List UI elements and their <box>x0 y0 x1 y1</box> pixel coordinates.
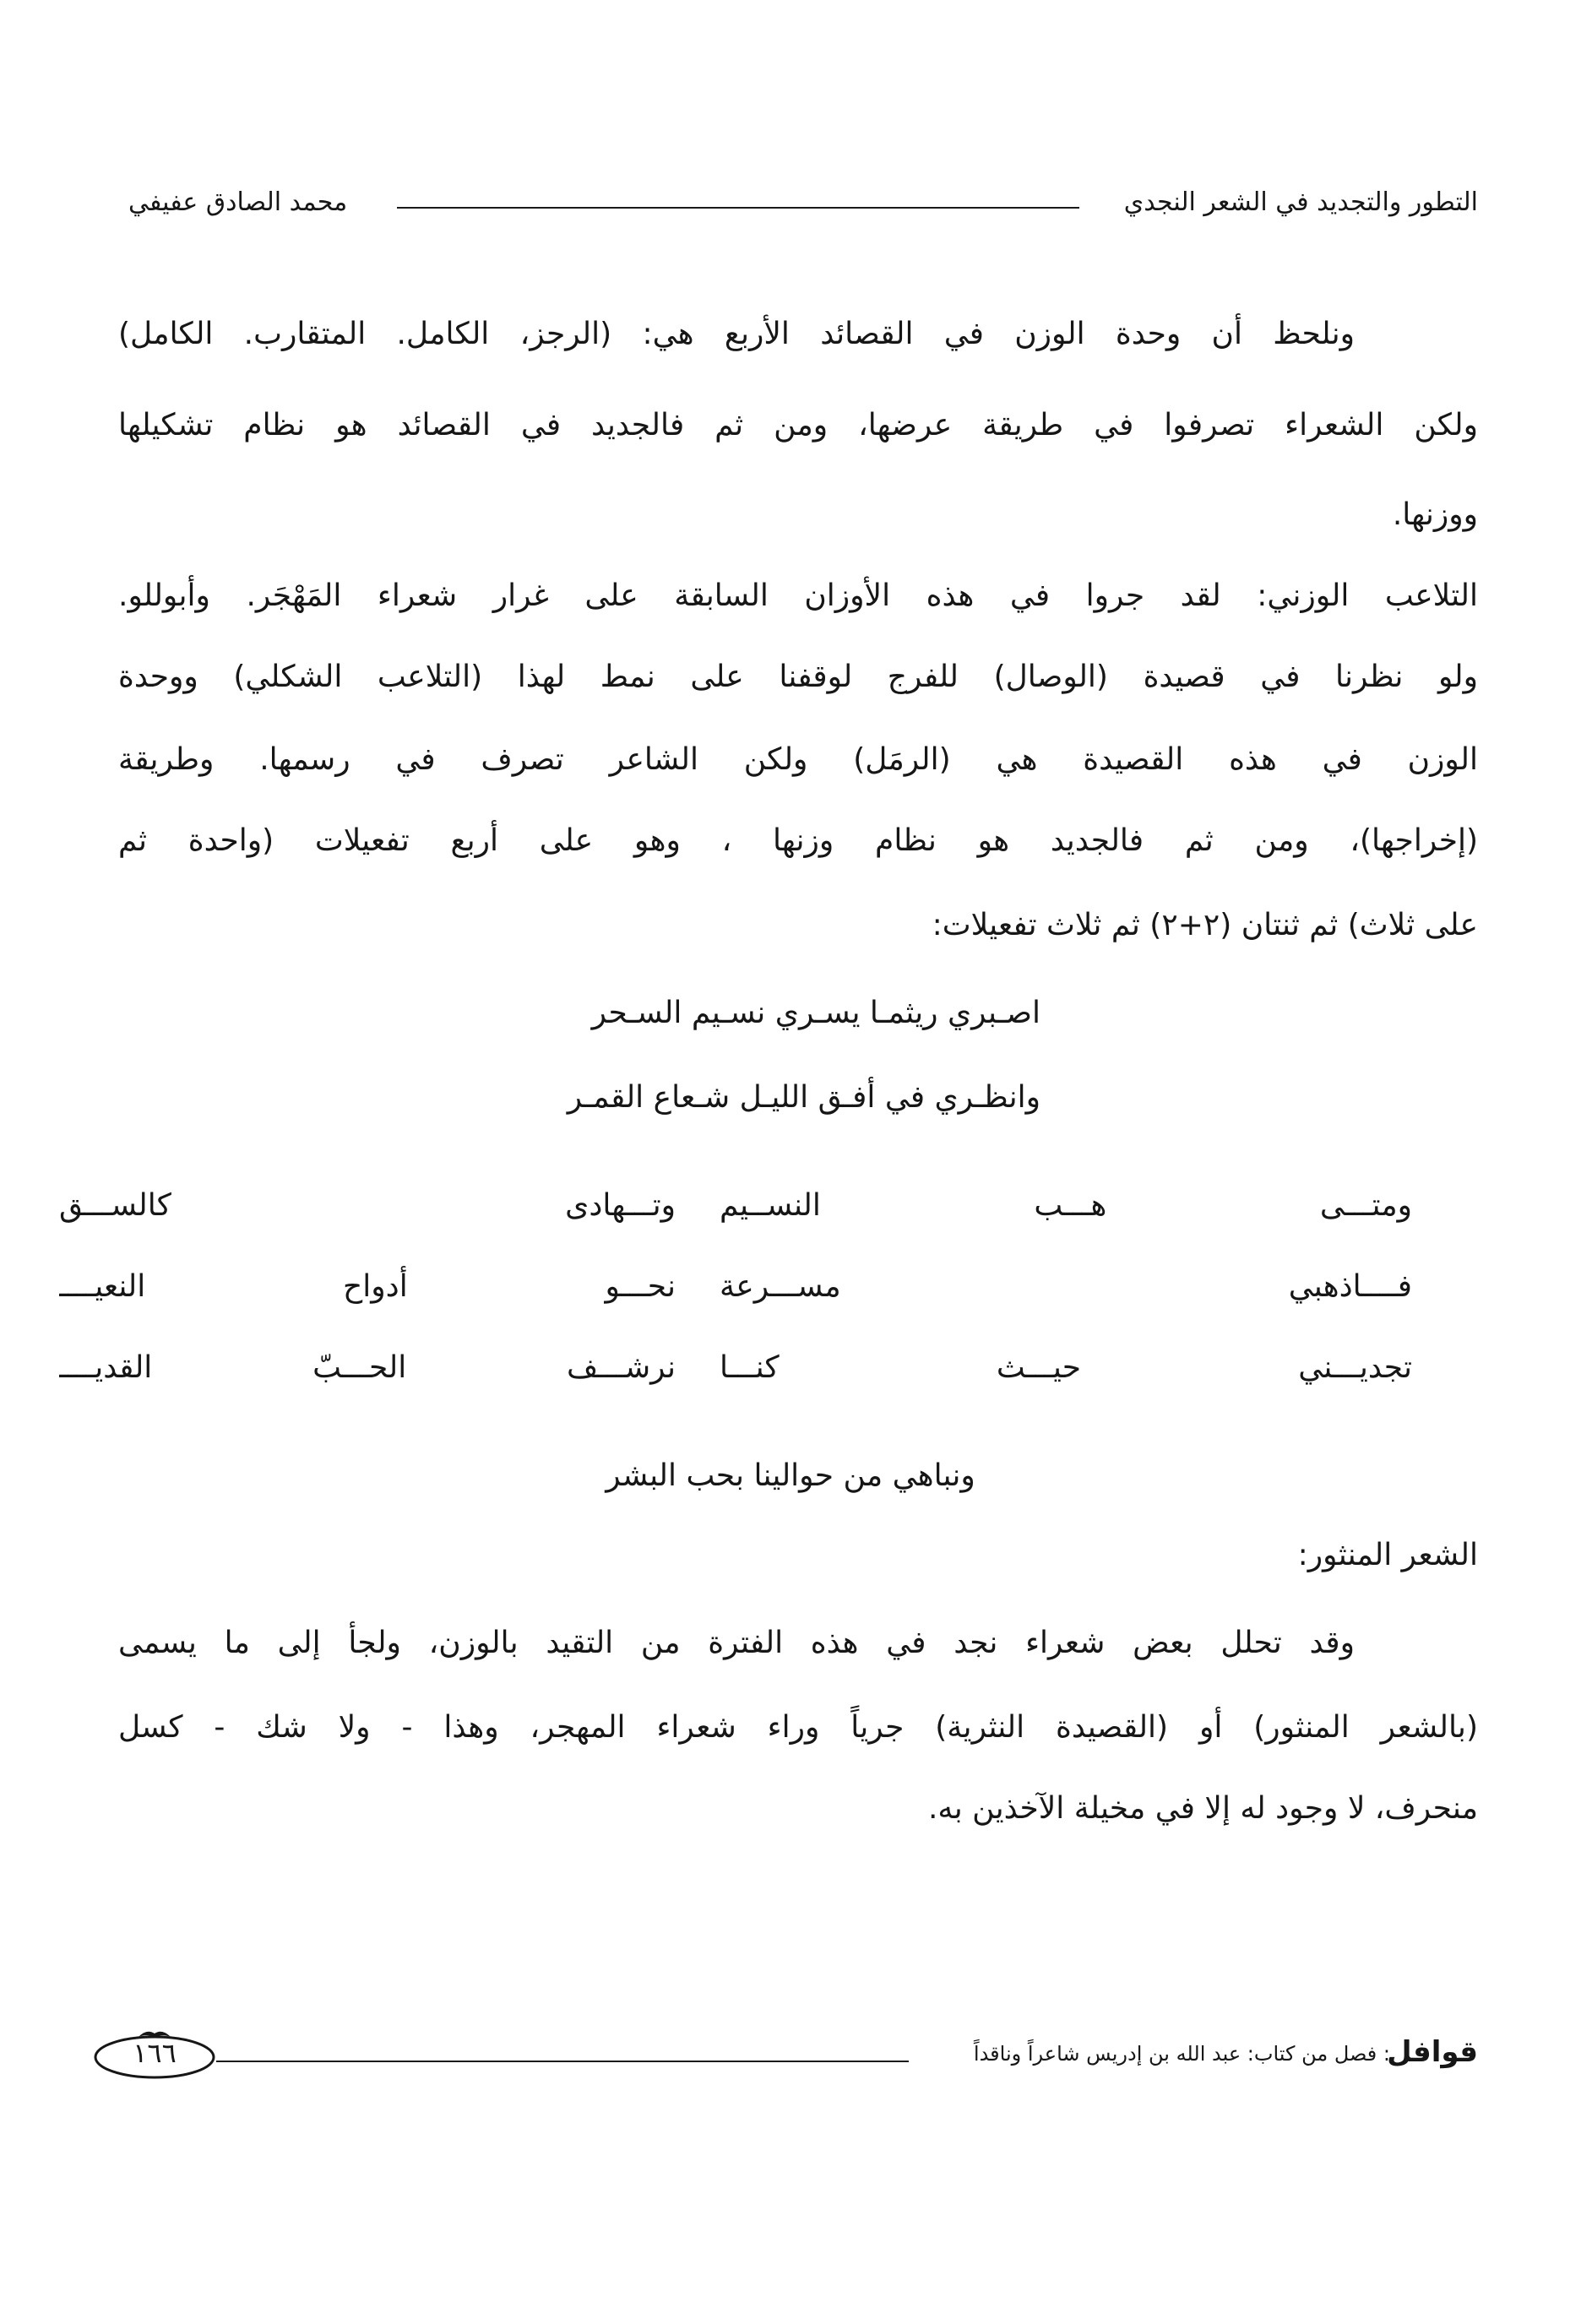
stanza-left-hemistich: وتـــهادى كالســـق <box>59 1188 676 1223</box>
body-line: على ثلاث) ثم ثنتان (٢+٢) ثم ثلاث تفعيلات: <box>932 908 1478 942</box>
section-heading: الشعر المنثور: <box>1297 1538 1478 1572</box>
running-header-title: التطور والتجديد في الشعر النجدي <box>1123 187 1478 217</box>
footer-subtitle: : فصل من كتاب: عبد الله بن إدريس شاعراً وناقداً <box>973 2042 1390 2066</box>
body-line: (بالشعر المنثور) أو (القصيدة النثرية) جرياً وراء شعراء المهجر، وهذا - ولا شك - كسل <box>118 1710 1478 1745</box>
body-line: ووزنها. <box>1392 497 1478 532</box>
body-line: ونلحظ أن وحدة الوزن في القصائد الأربع هي: (الرجز، الكامل. المتقارب. الكامل) <box>118 317 1355 351</box>
stanza-right-hemistich: تجديـــني حيـــث كنـــا <box>720 1350 1412 1385</box>
running-header-author: محمد الصادق عفيفي <box>128 187 348 217</box>
verse-line: اصـبري ريثمـا يسـري نسـيم السـحر <box>591 996 1040 1030</box>
footer-rule <box>216 2061 909 2062</box>
verse-line: وانظـري في أفـق الليـل شـعاع القمـر <box>567 1080 1040 1115</box>
body-line: منحرف، لا وجود له إلا في مخيلة الآخذين به. <box>927 1791 1478 1826</box>
body-line: ولو نظرنا في قصيدة (الوصال) للفرج لوقفنا على نمط لهذا (التلاعب الشكلي) ووحدة <box>118 660 1478 694</box>
body-line: وقد تحلل بعض شعراء نجد في هذه الفترة من التقيد بالوزن، ولجأ إلى ما يسمى <box>118 1626 1355 1660</box>
stanza-left-hemistich: نحـــو أدواح النعيــــ <box>59 1269 676 1304</box>
page-number: ١٦٦ <box>133 2037 177 2069</box>
body-line: ولكن الشعراء تصرفوا في طريقة عرضها، ومن ثم فالجديد في القصائد هو نظام تشكيلها <box>118 408 1478 443</box>
body-line: (إخراجها)، ومن ثم فالجديد هو نظام وزنها ، وهو على أربع تفعيلات (واحدة ثم <box>118 823 1478 858</box>
header-rule <box>397 207 1079 209</box>
stanza-right-hemistich: فــــاذهبي مســـرعة <box>720 1269 1412 1304</box>
stanza-closing-line: ونباهي من حوالينا بحب البشر <box>606 1458 975 1493</box>
footer-brand: قوافل <box>1387 2035 1478 2069</box>
body-line: الوزن في هذه القصيدة هي (الرمَل) ولكن الشاعر تصرف في رسمها. وطريقة <box>118 742 1478 777</box>
stanza-right-hemistich: ومتـــى هـــب النســيم <box>720 1188 1412 1223</box>
stanza-left-hemistich: نرشـــف الحـــبّ القديــــ <box>59 1350 676 1385</box>
body-line: التلاعب الوزني: لقد جروا في هذه الأوزان السابقة على غرار شعراء المَهْجَر. وأبوللو. <box>118 578 1478 613</box>
